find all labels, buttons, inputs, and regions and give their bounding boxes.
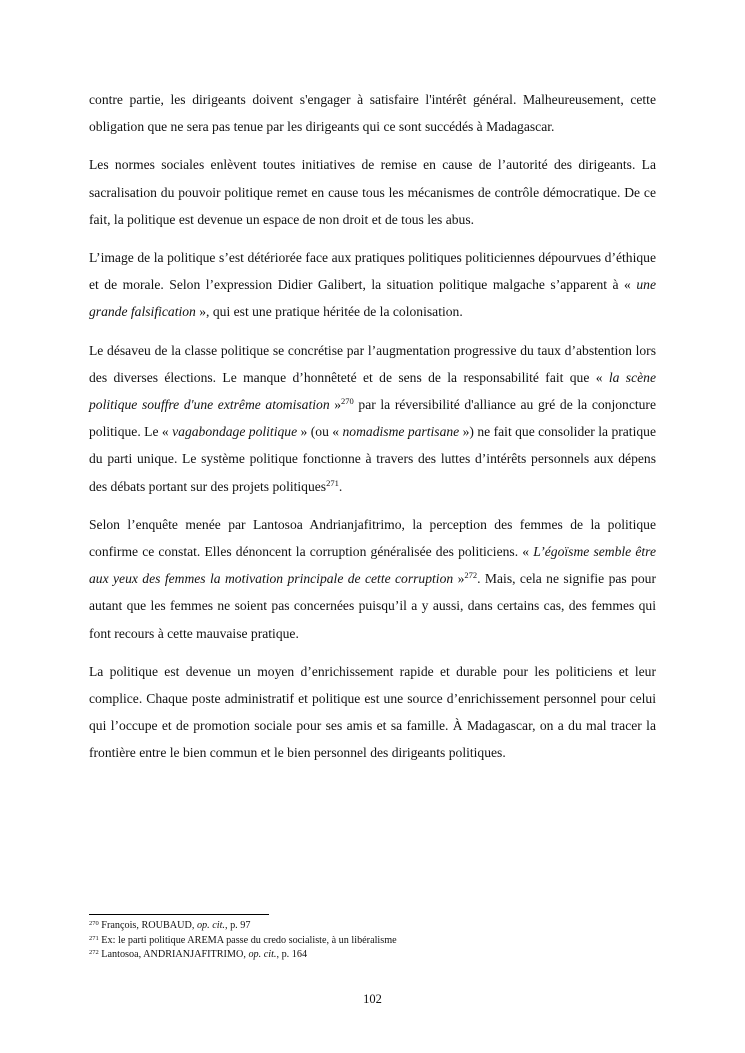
- text-run: Lantosoa, ANDRIANJAFITRIMO,: [98, 949, 249, 960]
- footnote-reference: 270: [341, 396, 354, 407]
- footnote-separator: [89, 914, 269, 915]
- footnote-reference: 272: [89, 949, 99, 956]
- paragraph-5: [89, 511, 656, 647]
- italic-text: op. cit.: [248, 949, 277, 960]
- footnote-reference: 271: [326, 477, 339, 488]
- text-run: Ex: le parti politique AREMA passe du credo socialiste, à un libéralisme: [98, 934, 397, 946]
- footnote-271: [89, 934, 656, 949]
- text-run: ») ne fait que consolider la pratique du parti unique. Le système politique fonctionne à travers des luttes d’intérêts personnels aux dépens des débats portant sur des projets politiques: [89, 424, 656, 494]
- page-number: 102: [363, 992, 382, 1006]
- text-run: contre partie, les dirigeants doivent s'engager à satisfaire l'intérêt général. Malheureusement, cette obligation que ne sera pas tenue par les dirigeants qui ce sont succédés à Madagascar.: [89, 92, 656, 135]
- italic-text: la scène politique souffre d'une extrême atomisation: [89, 369, 656, 413]
- body-text: [89, 86, 656, 778]
- paragraph-3: [89, 244, 656, 326]
- footnote-reference: 271: [89, 934, 99, 942]
- footnote-270: [89, 919, 656, 934]
- text-run: Les normes sociales enlèvent toutes initiatives de remise en cause de l’autorité des dirigeants. La sacralisation du pouvoir politique remet en cause tous les mécanismes de contrôle démocratique. De ce fait, la politique est devenue un espace de non droit et de tous les abus.: [89, 157, 656, 227]
- italic-text: une grande falsification: [89, 277, 656, 320]
- text-run: », qui est une pratique héritée de la colonisation.: [195, 304, 463, 320]
- italic-text: L’égoïsme semble être aux yeux des femmes la motivation principale de cette corruption: [89, 544, 656, 587]
- text-run: La politique est devenue un moyen d’enrichissement rapide et durable pour les politiciens et leur complice. Chaque poste administratif et politique est une source d’enrichissement personnel pour celui qui l’occupe et de promotion sociale pour ses amis et sa famille. À Madagascar, on a du mal tracer la frontière entre le bien commun et le bien personnel des dirigeants politiques.: [89, 663, 656, 761]
- text-run: Le désaveu de la classe politique se concrétise par l’augmentation progressive du taux d’abstention lors des diverses élections. Le manque d’honnêteté et de sens de la responsabilité fait que «: [89, 342, 656, 385]
- paragraph-2: [89, 151, 656, 233]
- footnotes: [89, 919, 656, 963]
- text-run: Selon l’enquête menée par Lantosoa Andrianjafitrimo, la perception des femmes de la politique confirme ce constat. Elles dénoncent la corruption généralisée des politiciens. «: [89, 516, 656, 560]
- paragraph-1: [89, 86, 656, 140]
- text-run: . Mais, cela ne signifie pas pour autant que les femmes ne soient pas concernées puisqu’il a y aussi, dans certains cas, des femmes qui font recours à cette mauvaise pratique.: [89, 571, 657, 641]
- footnote-reference: 270: [89, 920, 99, 927]
- text-run: François, ROUBAUD,: [98, 920, 197, 931]
- text-run: » (ou «: [297, 424, 343, 440]
- text-run: .: [338, 478, 343, 494]
- italic-text: op. cit.: [196, 920, 225, 931]
- italic-text: nomadisme partisane: [342, 424, 460, 440]
- footnote-272: [89, 948, 656, 963]
- paragraph-4: [89, 337, 656, 500]
- text-run: L’image de la politique s’est détériorée face aux pratiques politiques politiciennes dépourvues d’éthique et de morale. Selon l’expression Didier Galibert, la situation politique malgache s’apparent à «: [89, 250, 656, 293]
- text-run: , p. 97: [224, 920, 251, 931]
- paragraph-6: [89, 658, 656, 767]
- text-run: »: [453, 571, 465, 587]
- text-run: »: [329, 397, 342, 413]
- italic-text: vagabondage politique: [172, 424, 298, 440]
- footnote-reference: 272: [464, 570, 478, 581]
- text-run: , p. 164: [276, 949, 308, 960]
- text-run: par la réversibilité d'alliance au gré de la conjoncture politique. Le «: [89, 397, 656, 440]
